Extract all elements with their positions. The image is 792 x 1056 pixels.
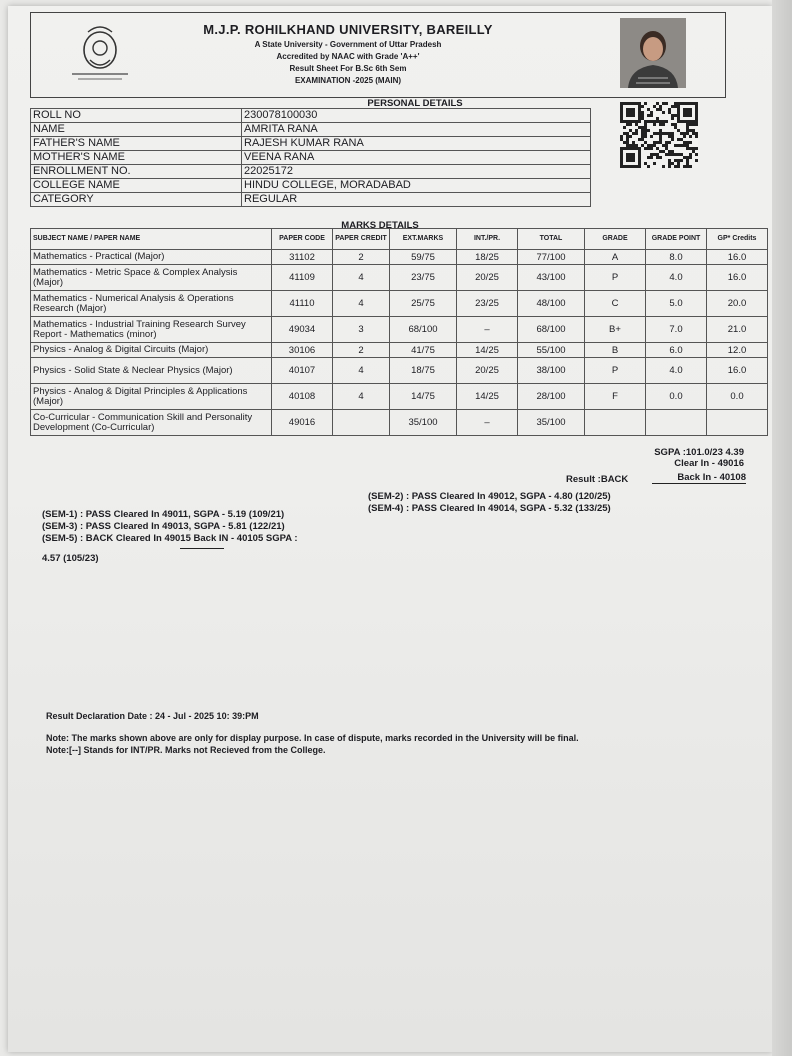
table-cell: 25/75	[390, 291, 457, 317]
university-name: M.J.P. ROHILKHAND UNIVERSITY, BAREILLY	[203, 22, 493, 37]
subject-name: Mathematics - Practical (Major)	[31, 250, 272, 265]
table-cell: 14/25	[457, 384, 518, 410]
table-cell	[646, 410, 707, 436]
result-status: Result :BACK	[566, 474, 629, 485]
table-cell: 41109	[272, 265, 333, 291]
column-header: INT./PR.	[457, 229, 518, 250]
personal-row	[31, 179, 591, 193]
table-cell: 0.0	[646, 384, 707, 410]
marks-details-title: MARKS DETAILS	[341, 220, 419, 231]
table-cell: F	[585, 384, 646, 410]
personal-value: REGULAR	[242, 193, 591, 207]
note-display-purpose: Note: The marks shown above are only for display purpose. In case of dispute, marks recorded in the University will be final.	[46, 733, 579, 743]
sem-4-result: (SEM-4) : PASS Cleared In 49014, SGPA - 5.32 (133/25)	[368, 503, 611, 514]
personal-label: COLLEGE NAME	[31, 179, 242, 193]
sem-5-result: (SEM-5) : BACK Cleared In 49015 Back IN - 40105 SGPA :	[42, 533, 298, 544]
table-cell: 30106	[272, 343, 333, 358]
table-cell: 4	[333, 384, 390, 410]
personal-value: VEENA RANA	[242, 151, 591, 165]
column-header: GRADE POINT	[646, 229, 707, 250]
table-cell: 6.0	[646, 343, 707, 358]
table-cell: 16.0	[707, 250, 768, 265]
personal-label: ENROLLMENT NO.	[31, 165, 242, 179]
table-cell: 16.0	[707, 358, 768, 384]
table-cell: 18/25	[457, 250, 518, 265]
personal-value: 22025172	[242, 165, 591, 179]
table-row	[31, 317, 768, 343]
table-cell: P	[585, 358, 646, 384]
table-cell: 40107	[272, 358, 333, 384]
qr-code	[620, 102, 698, 168]
personal-row	[31, 109, 591, 123]
table-cell: 35/100	[518, 410, 585, 436]
column-header: SUBJECT NAME / PAPER NAME	[31, 229, 272, 250]
subject-name: Physics - Analog & Digital Principles & Applications (Major)	[31, 384, 272, 410]
personal-label: NAME	[31, 123, 242, 137]
personal-label: FATHER'S NAME	[31, 137, 242, 151]
header-line-4: EXAMINATION -2025 (MAIN)	[294, 76, 402, 85]
personal-row	[31, 193, 591, 207]
table-cell: 59/75	[390, 250, 457, 265]
table-cell: 49034	[272, 317, 333, 343]
subject-name: Co-Curricular - Communication Skill and Personality Development (Co-Curricular)	[31, 410, 272, 436]
student-photo	[620, 18, 686, 88]
table-cell: 12.0	[707, 343, 768, 358]
table-cell: 14/25	[457, 343, 518, 358]
table-cell: 20.0	[707, 291, 768, 317]
table-cell: 21.0	[707, 317, 768, 343]
table-row	[31, 250, 768, 265]
table-cell	[333, 410, 390, 436]
table-cell: –	[457, 317, 518, 343]
subject-name: Mathematics - Industrial Training Research Survey Report - Mathematics (minor)	[31, 317, 272, 343]
column-header: GP* Credits	[707, 229, 768, 250]
table-cell: 20/25	[457, 358, 518, 384]
column-header: GRADE	[585, 229, 646, 250]
table-cell: A	[585, 250, 646, 265]
column-header: PAPER CREDIT	[333, 229, 390, 250]
sem-5-sgpa: 4.57 (105/23)	[42, 553, 99, 564]
subject-name: Mathematics - Numerical Analysis & Operations Research (Major)	[31, 291, 272, 317]
clear-in: Clear In - 49016	[674, 458, 744, 469]
table-cell: 4.0	[646, 358, 707, 384]
table-cell: 41110	[272, 291, 333, 317]
table-cell: 2	[333, 343, 390, 358]
table-cell: 40108	[272, 384, 333, 410]
table-cell: 4	[333, 358, 390, 384]
table-cell: 68/100	[390, 317, 457, 343]
table-cell: 35/100	[390, 410, 457, 436]
personal-row	[31, 165, 591, 179]
personal-value: RAJESH KUMAR RANA	[242, 137, 591, 151]
personal-details-table	[30, 108, 591, 207]
marks-table	[30, 228, 768, 436]
subject-name: Physics - Solid State & Neclear Physics (Major)	[31, 358, 272, 384]
table-cell: 7.0	[646, 317, 707, 343]
personal-label: ROLL NO	[31, 109, 242, 123]
personal-label: MOTHER'S NAME	[31, 151, 242, 165]
table-cell: B	[585, 343, 646, 358]
table-cell: 5.0	[646, 291, 707, 317]
table-cell	[707, 410, 768, 436]
personal-value: 230078100030	[242, 109, 591, 123]
table-cell: 0.0	[707, 384, 768, 410]
table-cell: 14/75	[390, 384, 457, 410]
column-header: PAPER CODE	[272, 229, 333, 250]
table-cell: 4	[333, 291, 390, 317]
table-cell: P	[585, 265, 646, 291]
table-cell: 16.0	[707, 265, 768, 291]
table-cell: 55/100	[518, 343, 585, 358]
table-cell: 4	[333, 265, 390, 291]
personal-label: CATEGORY	[31, 193, 242, 207]
table-cell: 41/75	[390, 343, 457, 358]
header-line-3: Result Sheet For B.Sc 6th Sem	[289, 64, 407, 73]
table-cell: 23/75	[390, 265, 457, 291]
sem-2-result: (SEM-2) : PASS Cleared In 49012, SGPA - 4.80 (120/25)	[368, 491, 611, 502]
subject-name: Mathematics - Metric Space & Complex Analysis (Major)	[31, 265, 272, 291]
column-header: TOTAL	[518, 229, 585, 250]
table-cell: 31102	[272, 250, 333, 265]
table-row	[31, 384, 768, 410]
personal-row	[31, 137, 591, 151]
table-row	[31, 358, 768, 384]
table-cell: 68/100	[518, 317, 585, 343]
university-logo	[60, 16, 140, 86]
personal-row	[31, 123, 591, 137]
table-cell: 23/25	[457, 291, 518, 317]
sem-3-result: (SEM-3) : PASS Cleared In 49013, SGPA - 5.81 (122/21)	[42, 521, 285, 532]
subject-name: Physics - Analog & Digital Circuits (Major)	[31, 343, 272, 358]
back-in: Back In - 40108	[652, 472, 746, 484]
table-cell	[585, 410, 646, 436]
table-row	[31, 410, 768, 436]
personal-value: HINDU COLLEGE, MORADABAD	[242, 179, 591, 193]
table-cell: 20/25	[457, 265, 518, 291]
table-cell: 28/100	[518, 384, 585, 410]
header-line-1: A State University - Government of Uttar Pradesh	[254, 40, 442, 49]
table-cell: 38/100	[518, 358, 585, 384]
table-row	[31, 343, 768, 358]
table-cell: B+	[585, 317, 646, 343]
table-cell: –	[457, 410, 518, 436]
note-int-pr: Note:[--] Stands for INT/PR. Marks not Recieved from the College.	[46, 745, 326, 755]
column-header: EXT.MARKS	[390, 229, 457, 250]
table-cell: C	[585, 291, 646, 317]
personal-value: AMRITA RANA	[242, 123, 591, 137]
table-cell: 77/100	[518, 250, 585, 265]
table-cell: 3	[333, 317, 390, 343]
header-line-2: Accredited by NAAC with Grade 'A++'	[276, 52, 420, 61]
table-cell: 49016	[272, 410, 333, 436]
table-cell: 18/75	[390, 358, 457, 384]
table-cell: 4.0	[646, 265, 707, 291]
table-cell: 48/100	[518, 291, 585, 317]
table-cell: 43/100	[518, 265, 585, 291]
page-edge-shadow	[772, 0, 792, 1056]
personal-row	[31, 151, 591, 165]
sgpa-value: SGPA :101.0/23 4.39	[654, 447, 744, 458]
table-cell: 8.0	[646, 250, 707, 265]
sem-1-result: (SEM-1) : PASS Cleared In 49011, SGPA - 5.19 (109/21)	[42, 509, 285, 520]
personal-details-title: PERSONAL DETAILS	[367, 98, 463, 109]
table-cell: 2	[333, 250, 390, 265]
table-row	[31, 265, 768, 291]
table-row	[31, 291, 768, 317]
result-declaration-date: Result Declaration Date : 24 - Jul - 2025 10: 39:PM	[46, 711, 259, 721]
sem-5-underline	[180, 548, 224, 549]
